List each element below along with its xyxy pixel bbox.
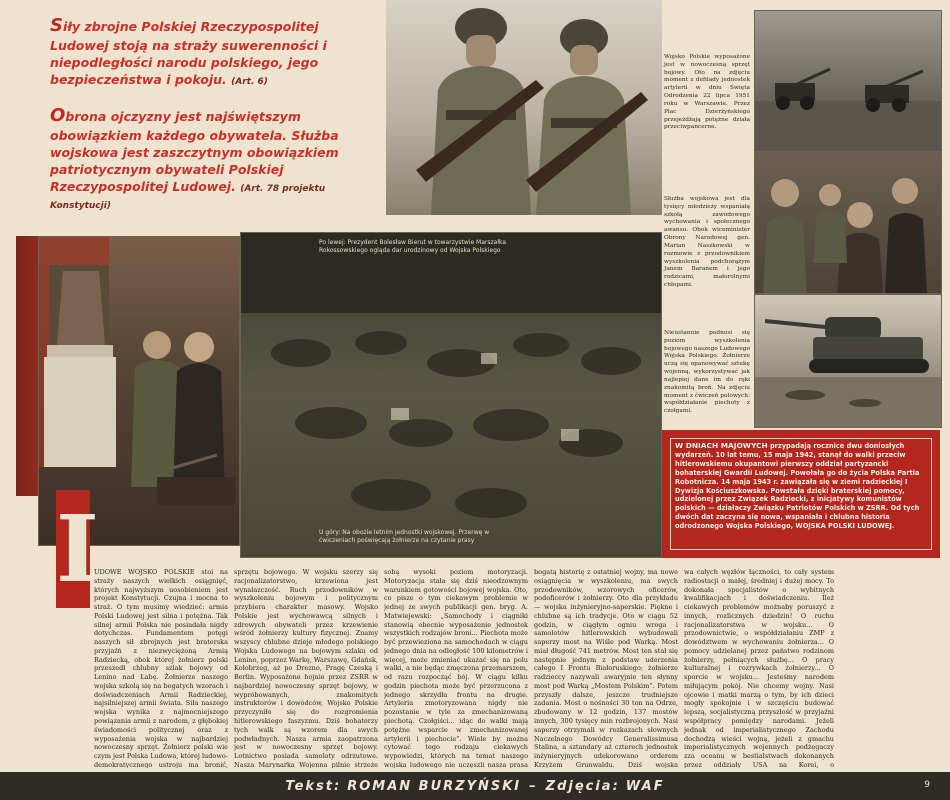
president-caption: Po lewej: Prezydent Bolesław Bierut w towarzystwie Marszałka Rokossowskiego ogląda dar urodzinowy od Wojska Polskiego <box>319 239 507 254</box>
credits-author: ROMAN BURZYŃSKI <box>347 778 522 794</box>
quote2-text: brona ojczyzny jest najświętszym obowiązkiem każdego obywatela. Służba wojskowa jest zaszczytnym obowiązkiem patriotycznym obywateli Polskiej Rzeczypospolitej Ludowej. <box>50 109 339 194</box>
field-photo <box>240 232 662 558</box>
soldiers-side-caption: Wojsko Polskie wyposażone jest w nowoczesną sprzęt bojowy. Oto na zdjęciu moment z defilady jednostek artylerii w dniu Święta Odrodzenia 22 lipca 1951 roku w Warszawie. Przez Plac Dzierżyńskiego przejeżdżają potężne działa przeciwpancerne. <box>664 54 750 131</box>
page-number: 9 <box>924 780 930 790</box>
artillery-photo <box>754 10 942 152</box>
article-dropcap: L <box>56 495 121 603</box>
quote1-initial: S <box>50 15 63 36</box>
credits-footer <box>0 772 950 800</box>
quote-constitution-art78 <box>50 104 380 213</box>
officer-family-illustration <box>755 153 941 293</box>
article-column-2: sprzętu bojowego. W wojsku szerzy się racjonalizatorstwo, krzewiona jest wynalazczość. Ruch przodowników w wyszkoleniu bojowym i politycznym przybiera charakter masowy. Wojsko Polskie jest wychowawcą silnych i zdrowych obywateli przez krzewienie wśród żołnierzy kultury fizycznej. Znamy wszyscy chlubne dzieje młodego polskiego Wojska Ludowego na bojowym szlaku od Lenino, poprzez Warkę, Warszawę, Gdańsk, Kołobrzeg, aż po Drezno, Pragę Czeską i Berlin. Wyposażone hojnie przez ZSRR w najbardziej nowoczesny sprzęt bojowy, w wypróbowanych, znakomitych instruktorów i dowódców, Wojsko Polskie przyczyniło się do rozgromienia hitlerowskiego faszyzmu. Dziś bohaterzy tych walk są wzorem dla swych podwładnych. Nasza armia zaopatrzona jest w nowoczesny sprzęt bojowy. Lotnictwo posiada samoloty odrzutowe. Nasza Marynarka Wojenna pilnie strzeże <box>234 568 378 768</box>
quote1-text: iły zbrojne Polskiej Rzeczypospolitej Ludowej stoją na straży suwerenności i niepodległości narodu polskiego, jego bezpieczeństwa i pokoju. <box>50 19 327 88</box>
field-caption: U góry: Na obozie letnim jednostki wojskowej. Przerwę w ćwiczeniach poświęcają żołnierze na czytanie prasy <box>319 529 490 544</box>
article-column-1: UDOWE WOJSKO POLSKIE stoi na straży naszych wielkich osiągnięć, których najwyższym uosobieniem jest projekt Konstytucji. Czujna i mocna to straż. O tym musimy wiedzieć: armia Polski Ludowej jest silna i potężna. Tak silnej armii Polska nie posiadała nigdy dotychczas. Fundamentem potęgi naszych sił zbrojnych jest braterska przyjaźń z niezwyciężoną Armią Radziecką, obok której żołnierz polski przeszedł chlubny szlak bojowy od Lenino nad Łabę. Żołnierze naszego wojska szkolą się na bogatych wzorach i doświadczeniach Armii Radzieckiej, najsilniejszej armii świata. Siła naszego wojska wynika z najmocniejszego powiązania armii z narodem, z głębokiej świadomości politycznej oraz z wyposażenia wojska w najbardziej nowoczesny sprzęt. Żołnierz polski wie czym jest Polska Ludowa, której ludowo-demokratycznego ustroju ma bronić, <box>94 568 228 768</box>
artillery-illustration <box>755 11 941 151</box>
officer-side-caption: Służba wojskowa jest dla tysięcy młodzieży wspaniałą szkołą zawodowego wychowania i społecznego awansu. Obok wiceminister Obrony Narodowej gen. Marian Naszkowski w rozmowie z przodownikiem wyszkolenia podchorążym Janem Baranem i jego rodzicami, małorolnymi chłopami. <box>664 196 750 288</box>
red-history-lead: W DNIACH MAJOWYCH <box>675 441 768 450</box>
red-history-text-area <box>675 441 927 547</box>
red-history-text: przypadają rocznice dwu doniosłych wydarzeń. 10 lat temu, 15 maja 1942, stanął do walki przeciw hitlerowskiemu okupantowi pierwszy oddział partyzancki bohaterskiej Gwardii Ludowej. Powołała go do życia Polska Partia Robotnicza. 14 maja 1943 r. zawiązała się w ziemi radzieckiej I Dywizja Kościuszkowska. Powstała dzięki braterskiej pomocy, udzielonej przez Związek Radziecki, z inicjatywy komunistów polskich — działaczy Związku Patriotów Polskich w ZSRR. Od tych dwóch dat zaczyna się nowa, wspaniała i chlubna historia odrodzonego Wojska Polskiego, WOJSKA POLSKI LUDOWEJ. <box>675 442 920 531</box>
article-column-4: bogatą historię z ostatniej wojny, ma nowe osiągnięcia w wyszkoleniu, ma swych przodowników, wzorowych oficerów, podoficerów i żołnierzy. Oto dla przykładu — wojska inżynieryjno-saperskie. Piękne i chlubne są ich tradycje. Oto w ciągu 52 godzin, w ciągłym ogniu wroga i samolotów hitlerowskich wybudowali saperzy most na Wiśle pod Warką. Most miał długość 741 metrów. Most ten stał się następnie jednym z podstaw uderzenia całego I Frontu Białoruskiego; żołnierze radzieccy nazywali awaryjnie ten słynny most pod Warką „Mostem Polskim”. Potem przyszły dalsze, jeszcze trudniejsze zadania. Most o nośności 30 ton na Odrze, zbudowany w 12 godzin, 137 mostów innych, 300 tysięcy min rozbrojonych. Nasi saperzy otrzymali w rozkazach słownych Naczelnego Dowódcy Generalissimusa Stalina, a sztandary aż czterech jednostek inżynieryjnych udekorowano orderem Krzyżem Grunwaldu. Dziś wojska <box>534 568 678 768</box>
article-column-3: sobą wysoki poziom motoryzacji. Motoryzacja stała się dziś nieodzownym warunkiem gotowości bojowej wojska. Oto, co pisze o tym ciekawym problemie w jednej ze swych publikacji gen. bryg. A. Matwiejewski: „Samochody i ciągniki stanowią obecnie wyposażenie jednostek wszystkich rodzajów broni... Piechota może być przewieziona na samochodach w ciągu jednego dnia na odległość 100 kilometrów i więcej, może zmieniać ukazać się na polu walki, a nie będąc zmęczona przemarszem, od razu rozpocząć bój. W ciągu kilku godzin piechota może być przerzucona z jednego skrzydła frontu na drugie. Artyleria zmotoryzowana nigdy nie pozostanie w tyle za zmechanizowaną piechotą. Czołgiści... idąc do walki mają potężne wsparcie w zmechanizowanej artylerii i piechocie”. Wiele by można cytować tego rodzaju ciekawych wypowiedzi, których na temat naszego wojska ludowego nie uczęszli nasza prasa <box>384 568 528 768</box>
soldiers-illustration <box>386 0 662 215</box>
credits-text-label: Tekst: <box>285 778 342 794</box>
quote-constitution-art6 <box>50 14 380 89</box>
article-column-5: wa całych węzłów łączności, to cały system radiostacji o małej, średniej i dużej mocy. To dokonała specjalistów o wybitnych kwalifikacjach i doświadczeniu. Ileż ciekawych problemów możnaby poruszyć z innych, rozlicznych dziedzin! O ruchu racjonalizatorstwa w wojsku... O przodownictwie, o współdziałaniu ZMP z dowództwem w wychowaniu żołnierza... O pomocy udzielanej przez państwo rodzinom żołnierzy, pełniących służbę... O pracy kulturalnej i rozrywkach żołnierzy... O sporcie w wojsku... Jesteśmy narodem miłującym pokój. Nie chcemy wojny. Nasi ojcowie i matki marzą o tym, by ich dzieci mogły spokojnie i w szczęściu budować lepszą, socjalistyczną przyszłość w przyjaźni współpracy pomiędzy narodami. Jeżeli jednak od imperialistycznego Zachodu dochodzą wieści wojną, jeżeli z gmachu imperialistycznych wojennych podżegaczy zza oceanu w bestialstwach dokonanych przez oddziały USA na Korei, o <box>684 568 834 768</box>
credits-separator: – <box>529 778 538 794</box>
quote2-ref: (Art. 78 projektu Konstytucji) <box>50 183 326 211</box>
quote2-initial: O <box>50 105 66 126</box>
credits-photographer: WAF <box>625 778 665 794</box>
tank-photo <box>754 294 942 428</box>
officer-family-photo <box>754 152 942 294</box>
soldiers-photo <box>386 0 662 215</box>
credits-photos-label: Zdjęcia: <box>545 778 620 794</box>
tank-illustration <box>755 295 941 427</box>
tank-side-caption: Nieustannie podnosi się poziom wyszkolenia bojowego naszego Ludowego Wojska Polskiego. Żołnierze uczą się opanowywać sztukę wojenną, wykorzystywać jak najlepiej dane im do ręki znakomitą broń. Na zdjęciu moment z ćwiczeń polowych: współdziałanie piechoty z czołgami. <box>664 330 750 415</box>
quote1-ref: (Art. 6) <box>231 77 268 88</box>
field-illustration <box>241 233 661 557</box>
